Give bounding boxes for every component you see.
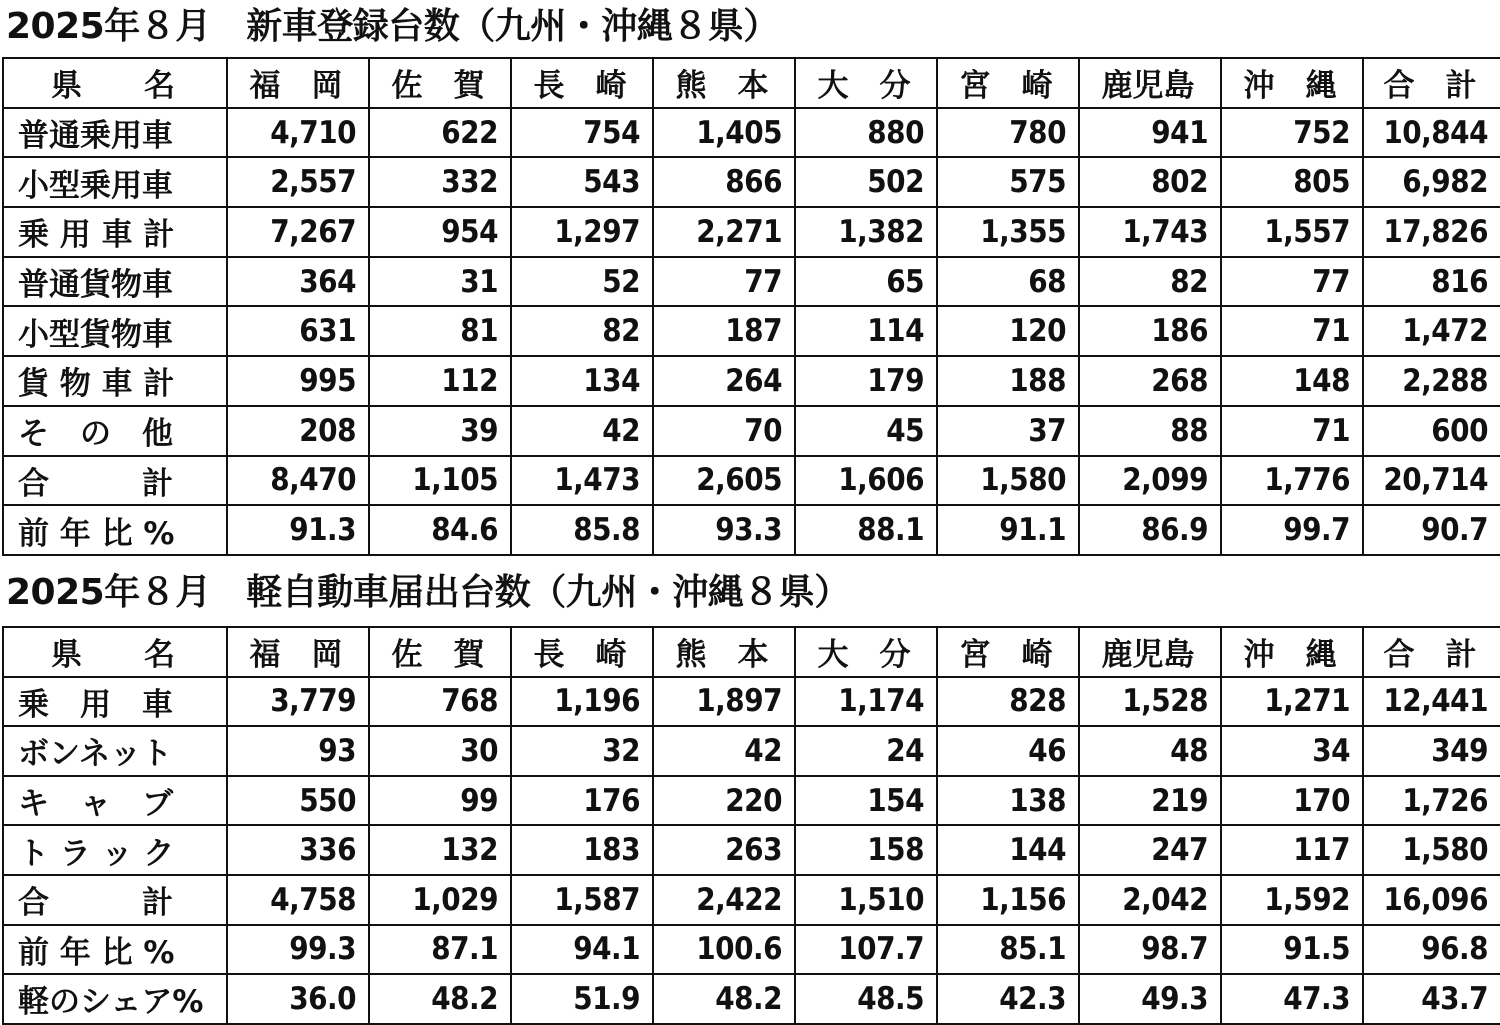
table-cell: 1,297 (511, 207, 653, 257)
row-label: ボンネット (3, 726, 227, 776)
row-label: 小型乗用車 (3, 157, 227, 207)
table-cell: 71 (1221, 306, 1363, 356)
table-cell: 71 (1221, 406, 1363, 456)
table-cell: 43.7 (1363, 974, 1500, 1024)
table-cell: 132 (369, 825, 511, 875)
table-cell: 502 (795, 157, 937, 207)
table-cell: 364 (227, 257, 369, 307)
table-cell: 42 (653, 726, 795, 776)
table-cell: 1,382 (795, 207, 937, 257)
table-cell: 16,096 (1363, 875, 1500, 925)
row-label: 貨 物 車 計 (3, 356, 227, 406)
new-car-registrations-title: 2025年８月 新車登録台数（九州・沖縄８県） (6, 6, 779, 47)
row-label: 乗 用 車 (3, 677, 227, 727)
table-cell: 45 (795, 406, 937, 456)
row-label: キ ャ ブ (3, 776, 227, 826)
column-header: 沖 縄 (1221, 627, 1363, 677)
table-cell: 82 (511, 306, 653, 356)
table-cell: 154 (795, 776, 937, 826)
column-header: 沖 縄 (1221, 58, 1363, 108)
table-cell: 65 (795, 257, 937, 307)
table-cell: 1,528 (1079, 677, 1221, 727)
column-header: 熊 本 (653, 627, 795, 677)
header-row (3, 58, 1500, 108)
table-row (3, 406, 1500, 456)
table-cell: 2,605 (653, 456, 795, 506)
column-header: 宮 崎 (937, 627, 1079, 677)
table-cell: 93.3 (653, 505, 795, 555)
table-row (3, 306, 1500, 356)
column-header-prefecture: 県 名 (3, 58, 227, 108)
table-cell: 3,779 (227, 677, 369, 727)
table-cell: 91.1 (937, 505, 1079, 555)
table-cell: 263 (653, 825, 795, 875)
table-cell: 1,156 (937, 875, 1079, 925)
column-header-prefecture: 県 名 (3, 627, 227, 677)
table-row (3, 505, 1500, 555)
table-cell: 349 (1363, 726, 1500, 776)
table-cell: 1,592 (1221, 875, 1363, 925)
table-row (3, 108, 1500, 158)
table-cell: 1,580 (937, 456, 1079, 506)
table-cell: 866 (653, 157, 795, 207)
column-header: 合 計 (1363, 627, 1500, 677)
table-cell: 120 (937, 306, 1079, 356)
table-cell: 805 (1221, 157, 1363, 207)
table-cell: 7,267 (227, 207, 369, 257)
table-cell: 1,606 (795, 456, 937, 506)
table-cell: 1,776 (1221, 456, 1363, 506)
table-cell: 90.7 (1363, 505, 1500, 555)
column-header: 鹿児島 (1079, 58, 1221, 108)
table-cell: 17,826 (1363, 207, 1500, 257)
table-cell: 39 (369, 406, 511, 456)
table-cell: 85.1 (937, 925, 1079, 975)
row-label: 合 計 (3, 456, 227, 506)
row-label: 前 年 比 % (3, 505, 227, 555)
table-cell: 2,271 (653, 207, 795, 257)
table-cell: 828 (937, 677, 1079, 727)
table-cell: 179 (795, 356, 937, 406)
table-cell: 42 (511, 406, 653, 456)
table-row (3, 157, 1500, 207)
table-cell: 52 (511, 257, 653, 307)
table-cell: 1,355 (937, 207, 1079, 257)
table-cell: 220 (653, 776, 795, 826)
table-cell: 85.8 (511, 505, 653, 555)
table-cell: 37 (937, 406, 1079, 456)
table-cell: 4,758 (227, 875, 369, 925)
table-cell: 99.7 (1221, 505, 1363, 555)
table-cell: 148 (1221, 356, 1363, 406)
row-label: 軽のシェア% (3, 974, 227, 1024)
table-cell: 2,099 (1079, 456, 1221, 506)
table-cell: 543 (511, 157, 653, 207)
table-cell: 176 (511, 776, 653, 826)
table-row (3, 974, 1500, 1024)
table-cell: 48.2 (369, 974, 511, 1024)
table-cell: 100.6 (653, 925, 795, 975)
row-label: 小型貨物車 (3, 306, 227, 356)
table-cell: 622 (369, 108, 511, 158)
table-cell: 941 (1079, 108, 1221, 158)
table-cell: 780 (937, 108, 1079, 158)
table-cell: 48 (1079, 726, 1221, 776)
table-cell: 134 (511, 356, 653, 406)
table-row (3, 677, 1500, 727)
table-row (3, 825, 1500, 875)
table-cell: 995 (227, 356, 369, 406)
table-cell: 114 (795, 306, 937, 356)
table-row (3, 776, 1500, 826)
table-cell: 1,743 (1079, 207, 1221, 257)
table-cell: 10,844 (1363, 108, 1500, 158)
table-cell: 68 (937, 257, 1079, 307)
table-cell: 20,714 (1363, 456, 1500, 506)
table-cell: 88.1 (795, 505, 937, 555)
table-cell: 1,405 (653, 108, 795, 158)
table-cell: 96.8 (1363, 925, 1500, 975)
table-row (3, 257, 1500, 307)
table-cell: 12,441 (1363, 677, 1500, 727)
column-header: 福 岡 (227, 58, 369, 108)
table-cell: 170 (1221, 776, 1363, 826)
table-cell: 158 (795, 825, 937, 875)
table-cell: 188 (937, 356, 1079, 406)
table-cell: 6,982 (1363, 157, 1500, 207)
table-cell: 1,587 (511, 875, 653, 925)
table-cell: 954 (369, 207, 511, 257)
table-cell: 2,042 (1079, 875, 1221, 925)
column-header: 佐 賀 (369, 58, 511, 108)
kei-car-registrations-table (2, 626, 1500, 1025)
column-header: 宮 崎 (937, 58, 1079, 108)
row-label: そ の 他 (3, 406, 227, 456)
column-header: 熊 本 (653, 58, 795, 108)
column-header: 鹿児島 (1079, 627, 1221, 677)
table-cell: 30 (369, 726, 511, 776)
table-cell: 575 (937, 157, 1079, 207)
new-car-registrations-table (2, 57, 1500, 556)
row-label: 普通乗用車 (3, 108, 227, 158)
table-cell: 1,510 (795, 875, 937, 925)
table-cell: 752 (1221, 108, 1363, 158)
table-cell: 34 (1221, 726, 1363, 776)
column-header: 佐 賀 (369, 627, 511, 677)
table-cell: 144 (937, 825, 1079, 875)
table-cell: 99 (369, 776, 511, 826)
table-cell: 550 (227, 776, 369, 826)
table-cell: 1,105 (369, 456, 511, 506)
table-cell: 208 (227, 406, 369, 456)
table-cell: 112 (369, 356, 511, 406)
table-cell: 36.0 (227, 974, 369, 1024)
table-cell: 81 (369, 306, 511, 356)
table-row (3, 207, 1500, 257)
table-cell: 2,557 (227, 157, 369, 207)
table-body (3, 627, 1500, 1024)
table-cell: 77 (653, 257, 795, 307)
table-cell: 1,897 (653, 677, 795, 727)
table-cell: 2,422 (653, 875, 795, 925)
table-cell: 1,557 (1221, 207, 1363, 257)
row-label: 普通貨物車 (3, 257, 227, 307)
table-cell: 32 (511, 726, 653, 776)
table-cell: 117 (1221, 825, 1363, 875)
table-cell: 8,470 (227, 456, 369, 506)
column-header: 大 分 (795, 58, 937, 108)
table-cell: 631 (227, 306, 369, 356)
table-cell: 51.9 (511, 974, 653, 1024)
table-cell: 1,726 (1363, 776, 1500, 826)
row-label: 合 計 (3, 875, 227, 925)
kei-car-registrations-title: 2025年８月 軽自動車届出台数（九州・沖縄８県） (6, 572, 850, 613)
column-header: 福 岡 (227, 627, 369, 677)
table-cell: 802 (1079, 157, 1221, 207)
table-cell: 99.3 (227, 925, 369, 975)
row-label: 前 年 比 % (3, 925, 227, 975)
table-cell: 1,174 (795, 677, 937, 727)
table-cell: 46 (937, 726, 1079, 776)
table-cell: 880 (795, 108, 937, 158)
table-cell: 84.6 (369, 505, 511, 555)
table-cell: 42.3 (937, 974, 1079, 1024)
table-cell: 768 (369, 677, 511, 727)
table-cell: 183 (511, 825, 653, 875)
table-cell: 91.5 (1221, 925, 1363, 975)
table-row (3, 875, 1500, 925)
table-cell: 49.3 (1079, 974, 1221, 1024)
table-cell: 1,271 (1221, 677, 1363, 727)
table-cell: 187 (653, 306, 795, 356)
table-cell: 816 (1363, 257, 1500, 307)
table-body (3, 58, 1500, 555)
table-cell: 82 (1079, 257, 1221, 307)
table-cell: 91.3 (227, 505, 369, 555)
table-cell: 77 (1221, 257, 1363, 307)
table-cell: 48.2 (653, 974, 795, 1024)
table-cell: 1,472 (1363, 306, 1500, 356)
column-header: 長 崎 (511, 58, 653, 108)
table-cell: 247 (1079, 825, 1221, 875)
column-header: 大 分 (795, 627, 937, 677)
table-cell: 268 (1079, 356, 1221, 406)
table-cell: 219 (1079, 776, 1221, 826)
table-cell: 1,029 (369, 875, 511, 925)
table-cell: 107.7 (795, 925, 937, 975)
table-cell: 754 (511, 108, 653, 158)
table-cell: 1,580 (1363, 825, 1500, 875)
table-cell: 93 (227, 726, 369, 776)
table-row (3, 925, 1500, 975)
row-label: ト ラ ッ ク (3, 825, 227, 875)
table-cell: 24 (795, 726, 937, 776)
table-cell: 88 (1079, 406, 1221, 456)
table-cell: 2,288 (1363, 356, 1500, 406)
table-cell: 47.3 (1221, 974, 1363, 1024)
table-cell: 1,473 (511, 456, 653, 506)
table-cell: 48.5 (795, 974, 937, 1024)
table-cell: 70 (653, 406, 795, 456)
table-cell: 332 (369, 157, 511, 207)
header-row (3, 627, 1500, 677)
table-row (3, 356, 1500, 406)
table-cell: 600 (1363, 406, 1500, 456)
table-cell: 264 (653, 356, 795, 406)
table-cell: 86.9 (1079, 505, 1221, 555)
row-label: 乗 用 車 計 (3, 207, 227, 257)
table-cell: 94.1 (511, 925, 653, 975)
table-row (3, 726, 1500, 776)
table-cell: 98.7 (1079, 925, 1221, 975)
table-cell: 31 (369, 257, 511, 307)
table-cell: 336 (227, 825, 369, 875)
table-cell: 87.1 (369, 925, 511, 975)
table-cell: 1,196 (511, 677, 653, 727)
column-header: 合 計 (1363, 58, 1500, 108)
table-cell: 4,710 (227, 108, 369, 158)
column-header: 長 崎 (511, 627, 653, 677)
table-row (3, 456, 1500, 506)
table-cell: 138 (937, 776, 1079, 826)
table-cell: 186 (1079, 306, 1221, 356)
